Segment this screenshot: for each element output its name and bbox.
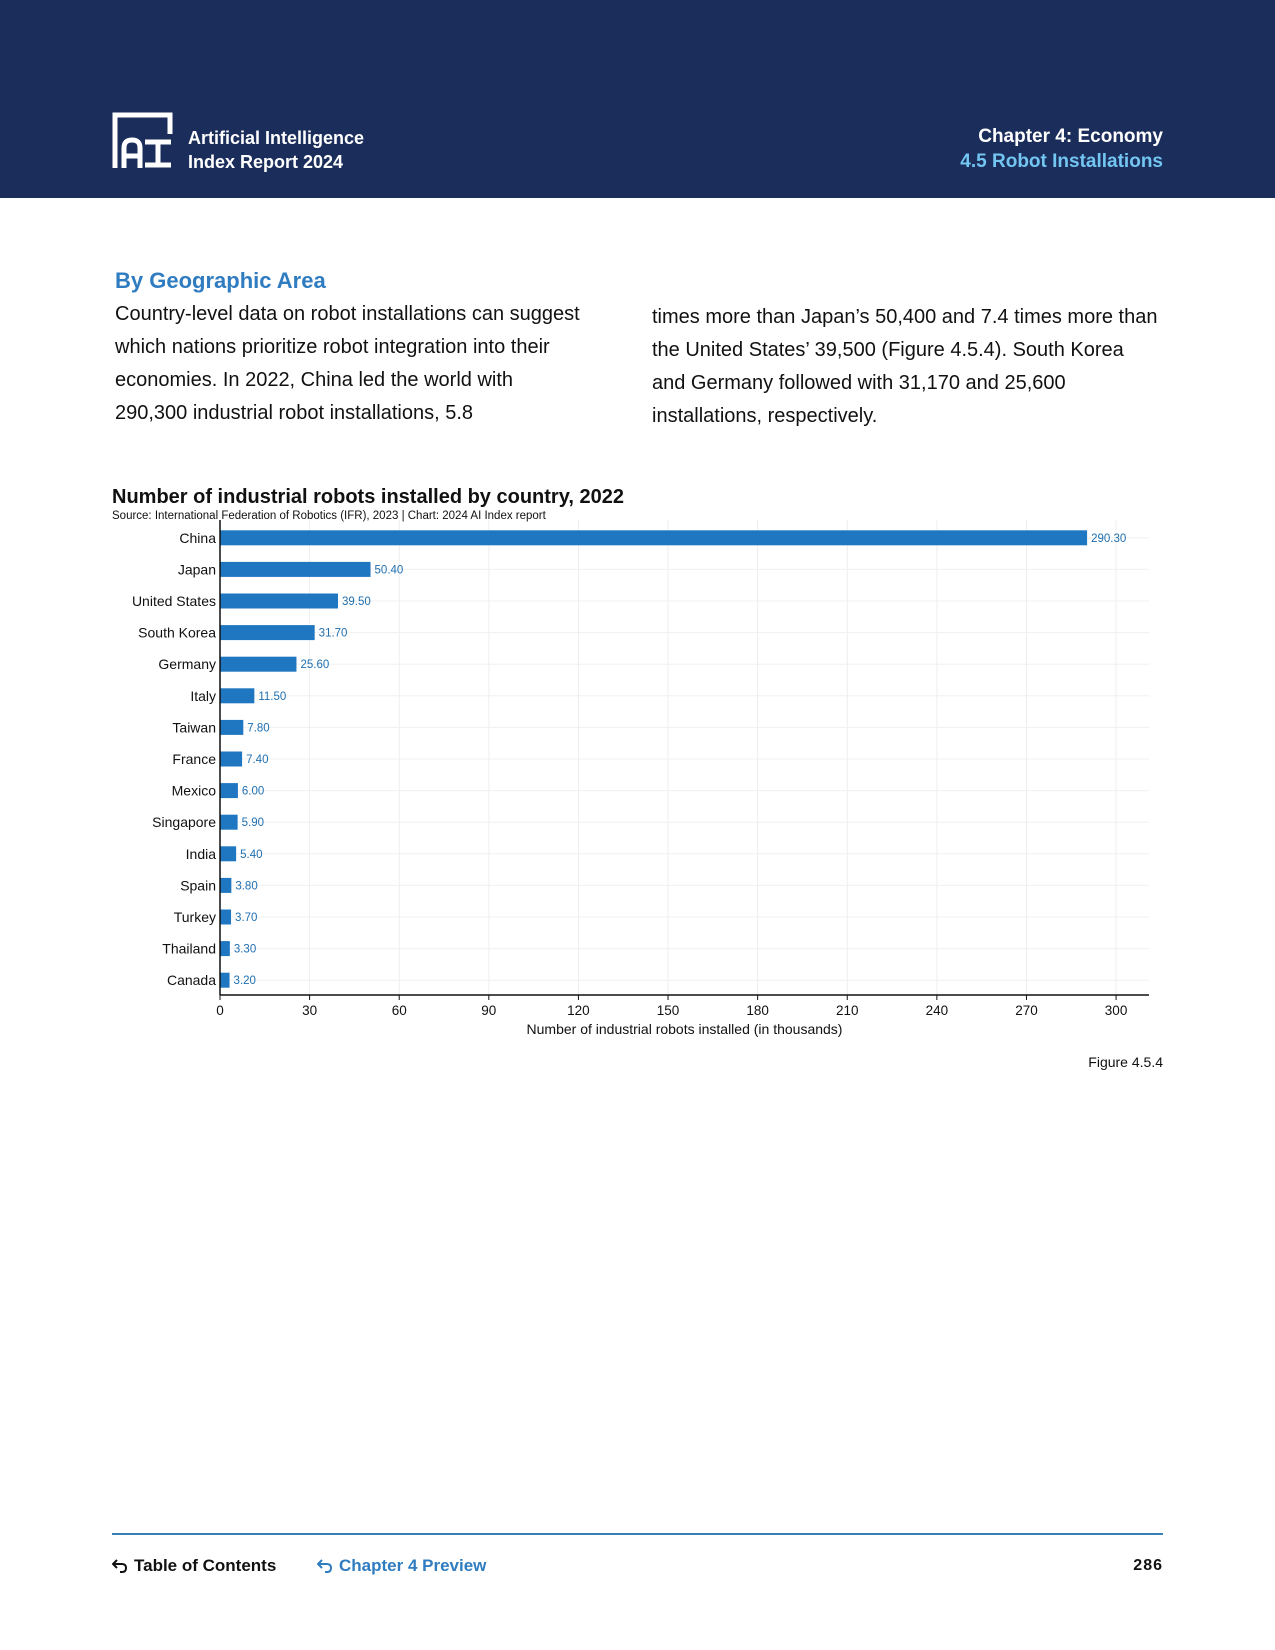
chapter-heading xyxy=(960,124,1163,174)
bar xyxy=(220,720,243,735)
category-label: Singapore xyxy=(152,814,216,831)
x-tick-label: 300 xyxy=(1104,1003,1128,1018)
bar-chart xyxy=(0,520,1275,1040)
data-label: 3.80 xyxy=(235,880,258,893)
data-label: 31.70 xyxy=(318,627,348,640)
category-label: Canada xyxy=(166,972,216,989)
data-label: 39.50 xyxy=(341,596,371,608)
ai-index-logo xyxy=(112,112,174,168)
paragraph-right: times more than Japan’s 50,400 and 7.4 times more than the United States’ 39,500 (Figure 4.5.4). South Korea and Germany followed with 31,170 and 25,600 installations, respectively. xyxy=(652,306,1158,427)
category-label: Italy xyxy=(190,687,216,704)
preview-label: Chapter 4 Preview xyxy=(339,1556,487,1575)
x-tick-label: 60 xyxy=(391,1003,407,1018)
category-label: South Korea xyxy=(138,624,216,641)
bar xyxy=(220,846,236,861)
category-label: Thailand xyxy=(162,940,216,957)
chart-source: Source: International Federation of Robotics (IFR), 2023 | Chart: 2024 AI Index report xyxy=(112,510,546,522)
report-header xyxy=(0,0,1275,198)
x-axis-title: Number of industrial robots installed (in thousands) xyxy=(526,1021,843,1037)
data-label: 5.40 xyxy=(240,848,263,861)
chart-title: Number of industrial robots installed by country, 2022 xyxy=(112,486,624,508)
x-tick-label: 210 xyxy=(835,1003,859,1018)
x-tick-label: 240 xyxy=(925,1003,949,1018)
bar xyxy=(220,625,315,640)
brand-line-2: Index Report 2024 xyxy=(188,152,344,172)
data-label: 290.30 xyxy=(1091,532,1127,545)
data-label: 7.80 xyxy=(247,722,270,735)
return-arrow-icon xyxy=(112,1558,128,1574)
x-tick-label: 30 xyxy=(302,1003,318,1018)
data-label: 11.50 xyxy=(258,690,287,703)
table-of-contents-link[interactable] xyxy=(112,1556,276,1576)
data-label: 3.20 xyxy=(233,975,256,988)
page-number: 286 xyxy=(1133,1557,1163,1574)
bar xyxy=(220,910,231,925)
return-arrow-icon xyxy=(317,1558,333,1574)
x-tick-label: 150 xyxy=(656,1003,680,1018)
x-tick-label: 120 xyxy=(567,1003,590,1018)
x-tick-label: 270 xyxy=(1015,1003,1038,1018)
category-label: India xyxy=(185,845,216,862)
data-label: 6.00 xyxy=(241,785,265,798)
chapter-preview-link[interactable] xyxy=(317,1556,486,1576)
chapter-title: Chapter 4: Economy xyxy=(978,126,1163,147)
data-label: 7.40 xyxy=(246,754,269,766)
category-label: Turkey xyxy=(173,909,216,925)
category-label: Spain xyxy=(180,877,216,894)
bar xyxy=(220,815,238,830)
category-label: United States xyxy=(131,593,216,609)
bar xyxy=(220,973,230,988)
x-tick-label: 180 xyxy=(746,1003,769,1018)
category-label: Germany xyxy=(158,656,216,673)
bar xyxy=(220,657,296,672)
paragraph-left: Country-level data on robot installations can suggest which nations prioritize robot integration into their economies. In 2022, China led the world with 290,300 industrial robot installations, 5.8 xyxy=(115,303,580,424)
section-title: By Geographic Area xyxy=(115,268,326,293)
x-tick-label: 90 xyxy=(481,1003,497,1018)
bar xyxy=(220,752,242,767)
bar xyxy=(220,941,230,956)
bar xyxy=(220,878,231,893)
data-label: 50.40 xyxy=(374,564,404,577)
category-label: China xyxy=(179,529,216,546)
data-label: 5.90 xyxy=(241,817,265,830)
category-label: France xyxy=(172,751,216,767)
brand-line-1: Artificial Intelligence xyxy=(188,128,365,148)
data-label: 3.70 xyxy=(235,912,258,924)
category-label: Taiwan xyxy=(172,719,216,736)
bar xyxy=(220,783,238,798)
toc-label: Table of Contents xyxy=(134,1556,277,1575)
section-link[interactable]: 4.5 Robot Installations xyxy=(960,151,1163,172)
report-brand xyxy=(188,126,364,174)
figure-label: Figure 4.5.4 xyxy=(1088,1054,1163,1070)
bar xyxy=(220,562,371,577)
bar xyxy=(220,594,338,609)
category-label: Japan xyxy=(177,561,216,578)
x-tick-label: 0 xyxy=(216,1003,224,1018)
bar xyxy=(220,688,254,703)
footer-divider xyxy=(112,1533,1163,1535)
data-label: 3.30 xyxy=(233,943,257,956)
category-label: Mexico xyxy=(171,782,216,799)
bar xyxy=(220,530,1087,545)
data-label: 25.60 xyxy=(300,659,330,672)
